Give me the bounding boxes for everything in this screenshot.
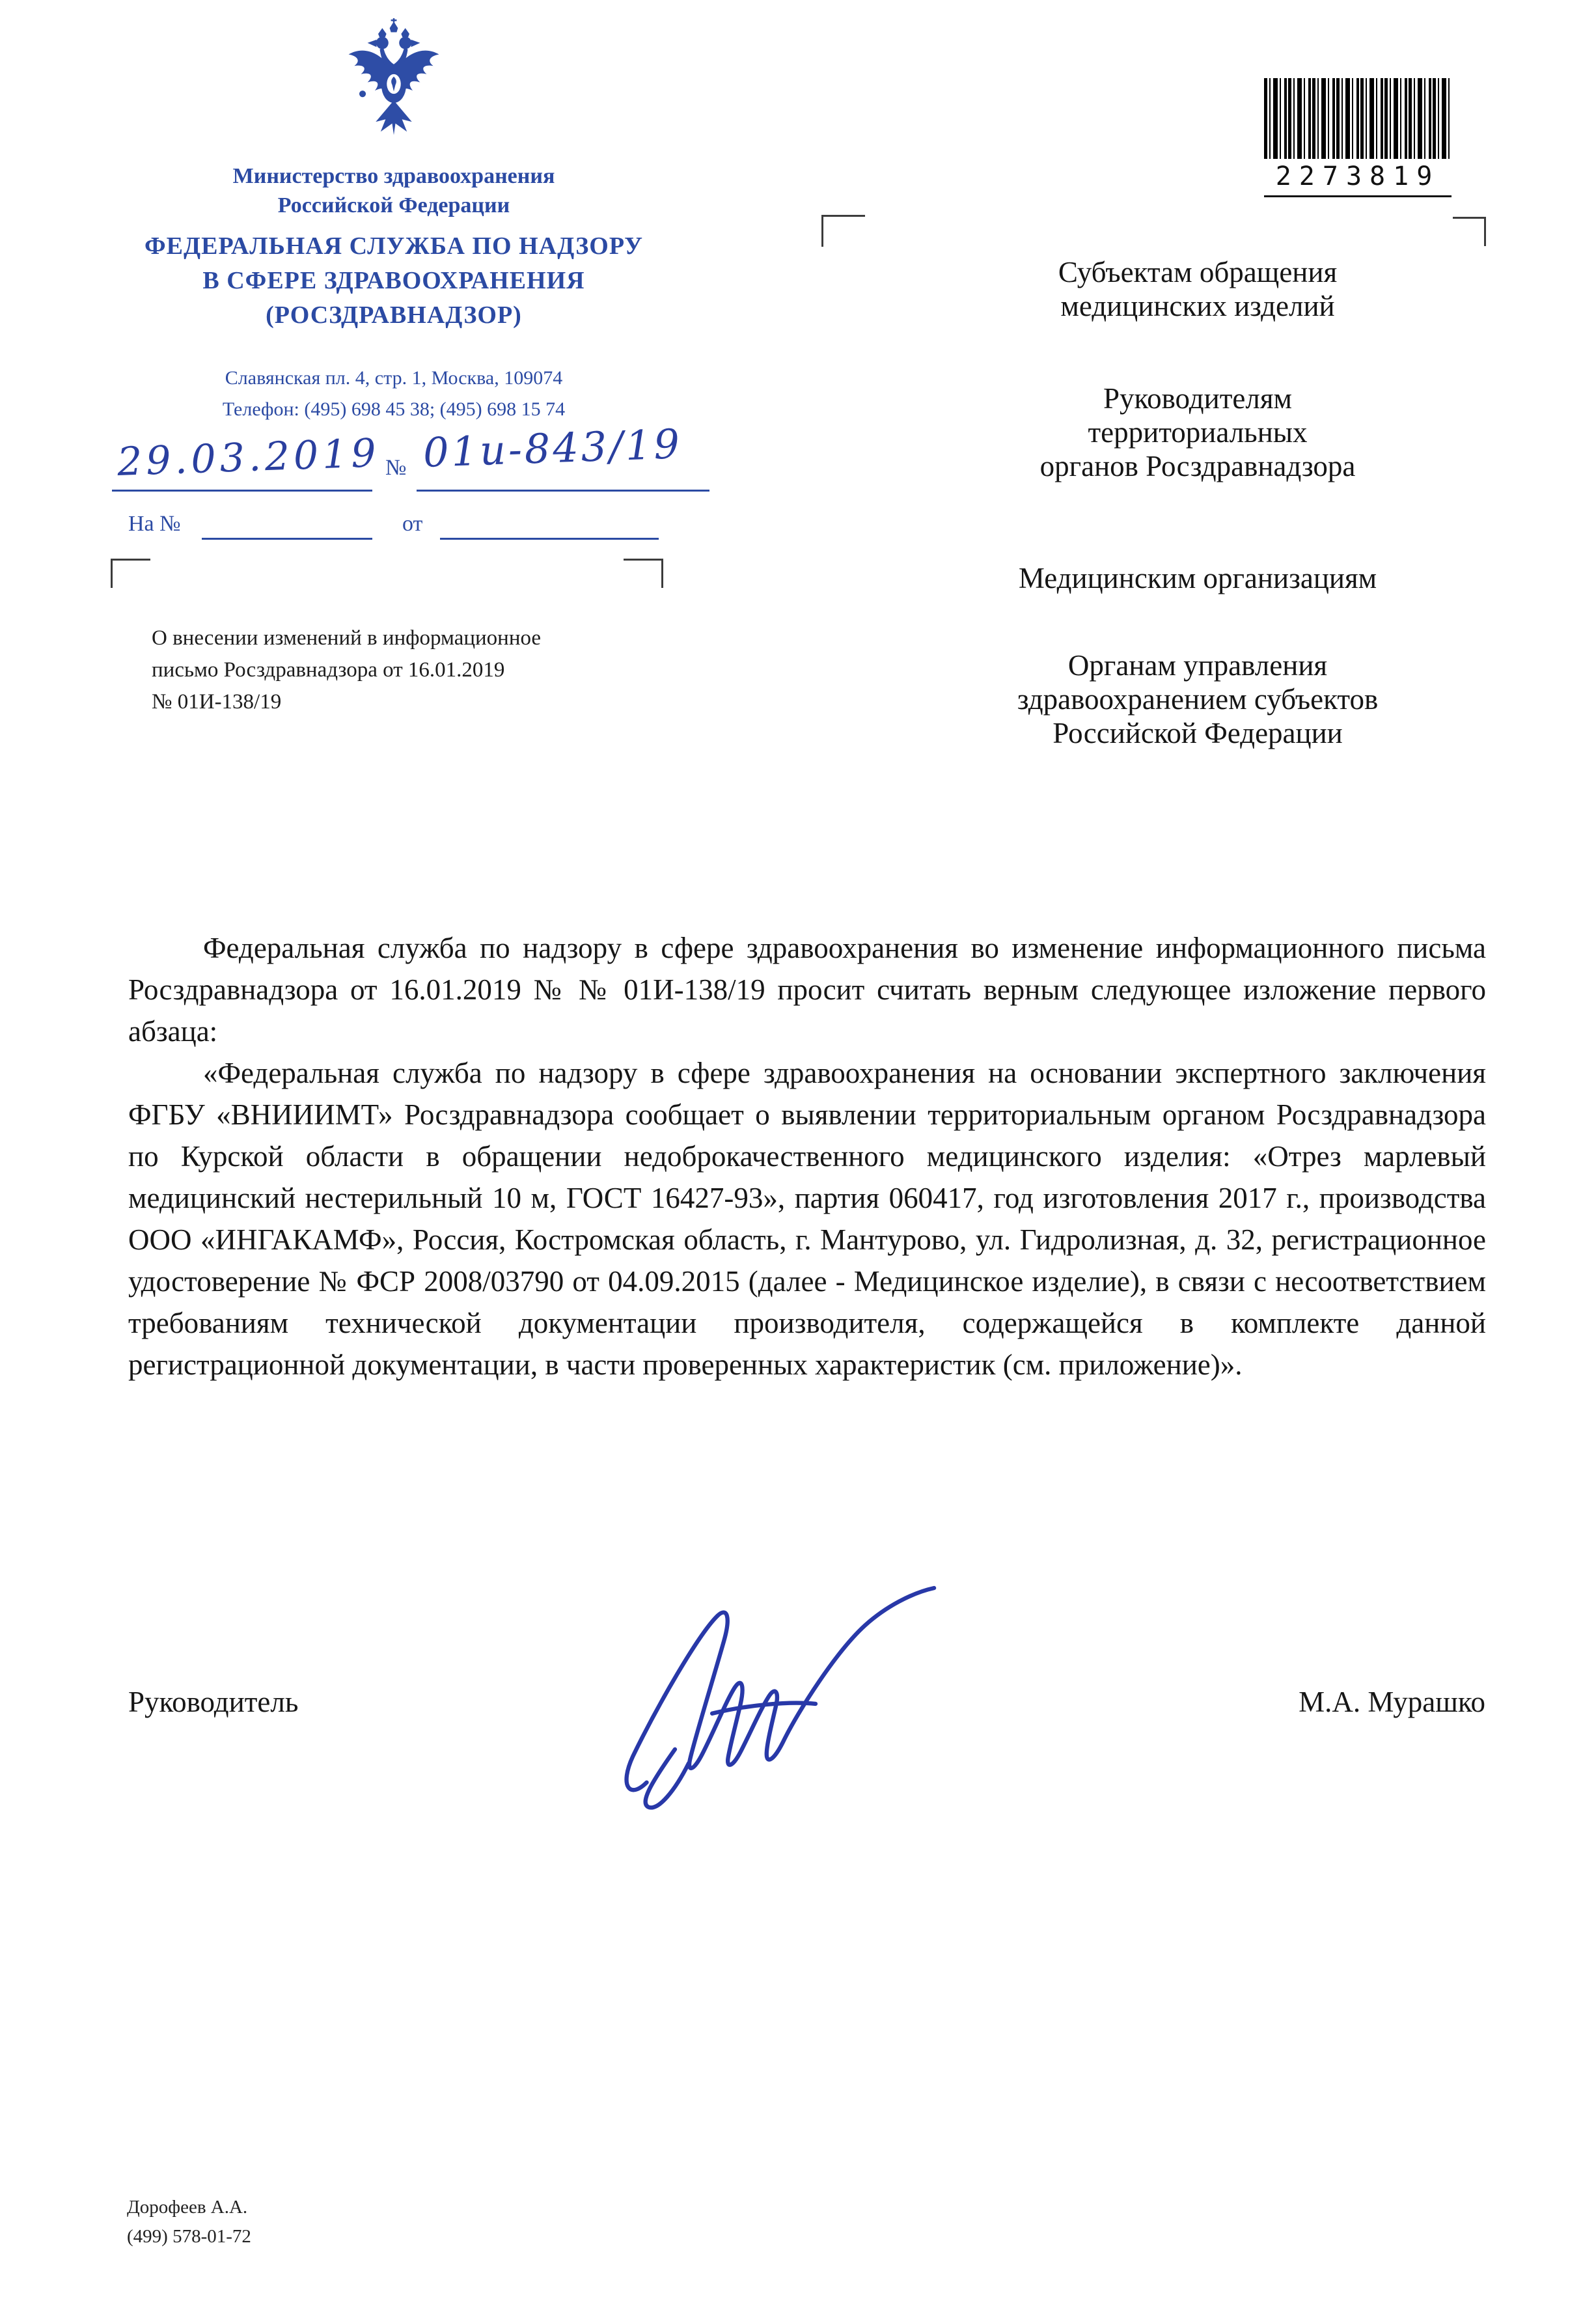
letterhead <box>85 18 703 425</box>
recipient-line: здравоохранением субъектов <box>1017 683 1379 716</box>
handwritten-date: 29.03.2019 <box>116 430 381 486</box>
handwritten-signature <box>605 1576 957 1810</box>
executor-name: Дорофеев А.А. <box>127 2197 248 2218</box>
recipient-group-1 <box>905 255 1491 323</box>
recipient-group-2 <box>905 382 1491 483</box>
service-line-3: (РОСЗДРАВНАДЗОР) <box>266 301 522 329</box>
ot-blank-line <box>440 538 659 540</box>
number-sign: № <box>385 456 407 480</box>
date-underline <box>112 490 372 492</box>
signer-name: М.А. Мурашко <box>1299 1686 1485 1718</box>
letterhead-phone: Телефон: (495) 698 45 38; (495) 698 15 74 <box>222 398 566 420</box>
number-underline <box>417 490 709 492</box>
recipient-line: Руководителям <box>1103 382 1292 415</box>
addressee-zone-corner-right <box>1453 217 1486 246</box>
subject-block <box>152 622 698 718</box>
ministry-title <box>85 161 703 220</box>
subject-line-1: О внесении изменений в информационное <box>152 626 542 650</box>
ot-label: от <box>402 512 423 536</box>
addressee-zone-corner-left <box>821 215 865 247</box>
service-title <box>85 229 703 333</box>
recipient-line: медицинских изделий <box>1060 290 1335 322</box>
na-number-label: На № <box>128 512 181 536</box>
subject-line-3: № 01И-138/19 <box>152 690 282 714</box>
letterhead-contacts <box>85 363 703 425</box>
executor-phone: (499) 578-01-72 <box>127 2226 251 2247</box>
recipient-line: Российской Федерации <box>1053 717 1343 749</box>
subject-zone-corner-left <box>111 559 150 588</box>
coat-of-arms-icon <box>344 18 443 150</box>
recipient-line: Субъектам обращения <box>1058 256 1338 288</box>
signer-title: Руководитель <box>128 1686 299 1718</box>
subject-zone-corner-right <box>624 559 663 588</box>
ministry-line-1: Министерство здравоохранения <box>232 164 555 188</box>
na-number-blank-line <box>202 538 372 540</box>
recipient-line: Органам управления <box>1067 649 1328 682</box>
ministry-line-2: Российской Федерации <box>277 193 510 217</box>
barcode-bars-icon <box>1264 78 1452 159</box>
body-paragraph-2: «Федеральная служба по надзору в сфере здравоохранения на основании экспертного заключения ФГБУ «ВНИИИМТ» Росздравнадзора сообщает о выявлении территориальным органом Росздравнадзора по Курской области в обращении недоброкачественного медицинского изделия: «Отрез марлевый медицинский нестерильный 10 м, ГОСТ 16427-93», партия 060417, год изготовления 2017 г., производства ООО «ИНГАКАМФ», Россия, Костромская область, г. Мантурово, ул. Гидролизная, д. 32, регистрационное удостоверение № ФСР 2008/03790 от 04.09.2015 (далее - Медицинское изделие), в связи с несоответствием требованиям технической документации производителя, содержащейся в комплекте данной регистрационной документации, в части проверенных характеристик (см. приложение)». <box>128 1057 1486 1381</box>
recipient-group-4 <box>905 648 1491 750</box>
recipient-group-3 <box>905 561 1491 595</box>
service-line-1: ФЕДЕРАЛЬНАЯ СЛУЖБА ПО НАДЗОРУ <box>144 232 643 260</box>
letterhead-address: Славянская пл. 4, стр. 1, Москва, 109074 <box>225 367 563 389</box>
barcode-number: 2273819 <box>1264 159 1452 197</box>
recipient-line: территориальных <box>1088 416 1308 449</box>
executor-footer <box>127 2193 251 2251</box>
recipient-line: органов Росздравнадзора <box>1039 450 1356 482</box>
barcode <box>1264 78 1452 197</box>
recipient-line: Медицинским организациям <box>1018 562 1377 594</box>
body-paragraph-1: Федеральная служба по надзору в сфере здравоохранения во изменение информационного письма Росздравнадзора от 16.01.2019 № № 01И-138/19 просит считать верным следующее изложение первого абзаца: <box>128 932 1486 1048</box>
subject-line-2: письмо Росздравнадзора от 16.01.2019 <box>152 658 505 682</box>
handwritten-number: 01и-843/19 <box>422 420 683 477</box>
service-line-2: В СФЕРЕ ЗДРАВООХРАНЕНИЯ <box>202 267 585 294</box>
letter-body <box>128 927 1486 1385</box>
